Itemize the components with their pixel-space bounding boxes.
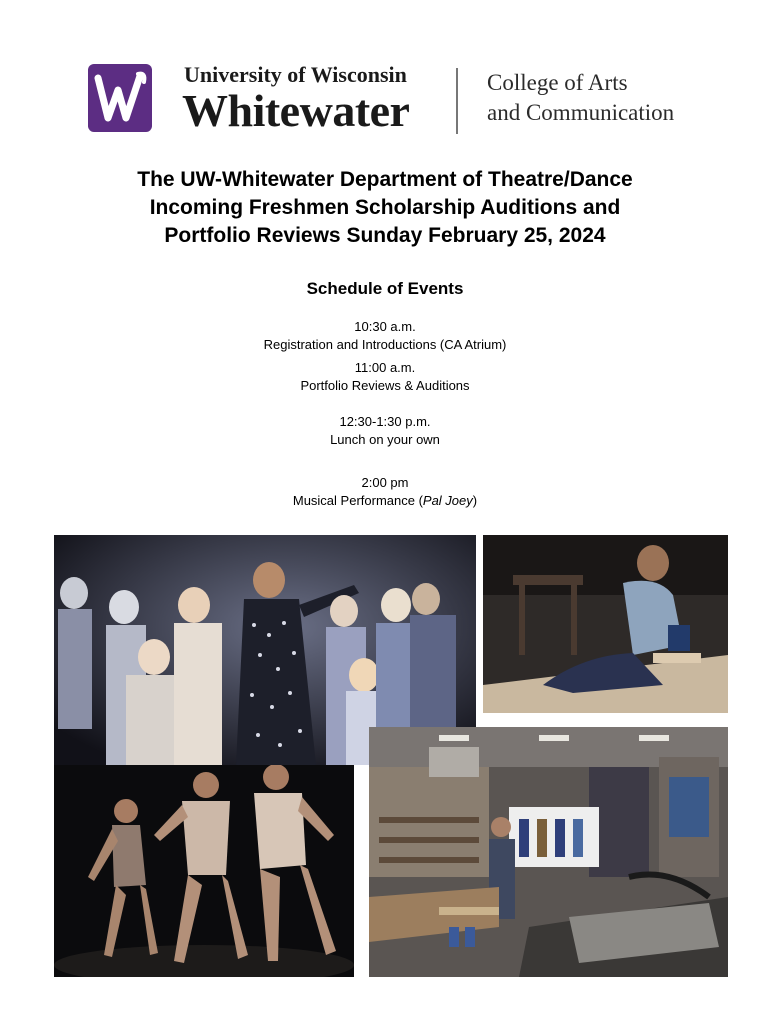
w-logo-icon bbox=[88, 64, 152, 132]
event-description: Portfolio Reviews & Auditions bbox=[300, 378, 470, 393]
schedule-event bbox=[0, 359, 770, 395]
event-time: 12:30-1:30 p.m. bbox=[339, 414, 431, 429]
schedule-event bbox=[0, 474, 770, 510]
event-description bbox=[0, 492, 770, 510]
title-line-3: Portfolio Reviews Sunday February 25, 2024 bbox=[164, 224, 606, 247]
page-title bbox=[0, 166, 770, 250]
scenic-construction-photo bbox=[483, 535, 728, 713]
schedule-event bbox=[0, 318, 770, 354]
college-name bbox=[487, 68, 674, 128]
event-time: 2:00 pm bbox=[361, 475, 409, 490]
event-time: 11:00 a.m. bbox=[354, 360, 416, 375]
title-line-1: The UW-Whitewater Department of Theatre/Dance bbox=[137, 168, 633, 191]
event-description-prefix: Musical Performance ( bbox=[292, 493, 423, 508]
title-line-2: Incoming Freshmen Scholarship Auditions and bbox=[149, 196, 621, 219]
event-description-suffix: ) bbox=[472, 493, 478, 508]
scene-shop-photo bbox=[369, 727, 728, 977]
dance-performance-photo bbox=[54, 765, 354, 977]
event-description: Lunch on your own bbox=[330, 432, 440, 447]
header bbox=[88, 60, 688, 140]
college-line-1: College of Arts bbox=[487, 70, 628, 95]
schedule-heading: Schedule of Events bbox=[306, 279, 464, 298]
uw-logo-mark bbox=[88, 64, 152, 132]
event-description: Registration and Introductions (CA Atrium) bbox=[263, 337, 507, 352]
college-line-2: and Communication bbox=[487, 100, 675, 125]
university-line: University of Wisconsin bbox=[184, 62, 407, 87]
schedule-event bbox=[0, 413, 770, 449]
show-title: Pal Joey bbox=[422, 493, 473, 508]
event-time: 10:30 a.m. bbox=[354, 319, 416, 334]
university-name: Whitewater bbox=[182, 85, 410, 136]
header-divider bbox=[456, 68, 458, 134]
